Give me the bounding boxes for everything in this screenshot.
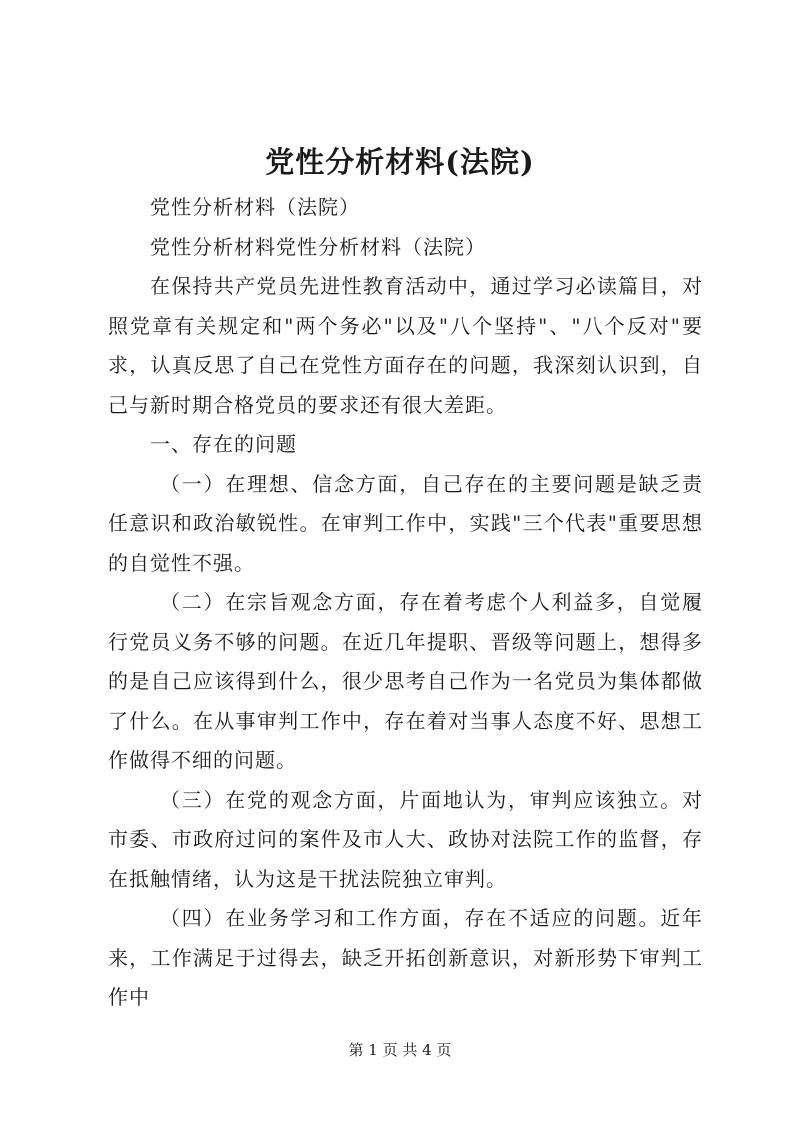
paragraph-item-1: （一）在理想、信念方面，自己存在的主要问题是缺乏责任意识和政治敏锐性。在审判工作中，实践"三个代表"重要思想的自觉性不强。 bbox=[108, 471, 703, 575]
section-heading-problems: 一、存在的问题 bbox=[150, 432, 297, 456]
document-title: 党性分析材料(法院) bbox=[265, 145, 535, 179]
paragraph-item-2: （二）在宗旨观念方面，存在着考虑个人利益多，自觉履行党员义务不够的问题。在近几年提职、晋级等问题上，想得多的是自己应该得到什么，很少思考自己作为一名党员为集体都做了什么。在从事审判工作中，存在着对当事人态度不好、思想工作做得不细的问题。 bbox=[108, 590, 703, 772]
document-body bbox=[108, 188, 703, 1018]
paragraph-heading: 党性分析材料党性分析材料（法院） bbox=[150, 234, 486, 259]
paragraph-item-3: （三）在党的观念方面，片面地认为，审判应该独立。对市委、市政府过问的案件及市人大、政协对法院工作的监督，存在抵触情绪，认为这是干扰法院独立审判。 bbox=[108, 787, 703, 891]
paragraph-item-4: （四）在业务学习和工作方面，存在不适应的问题。近年来，工作满足于过得去，缺乏开拓创新意识，对新形势下审判工作中 bbox=[108, 906, 703, 1009]
paragraph-intro: 在保持共产党员先进性教育活动中，通过学习必读篇目，对照党章有关规定和"两个务必"以及"八个坚持"、"八个反对"要求，认真反思了自己在党性方面存在的问题，我深刻认识到，自己与新时期合格党员的要求还有很大差距。 bbox=[108, 274, 703, 417]
page-number-footer: 第 1 页 共 4 页 bbox=[348, 1041, 452, 1059]
paragraph-subtitle: 党性分析材料（法院） bbox=[150, 195, 360, 219]
